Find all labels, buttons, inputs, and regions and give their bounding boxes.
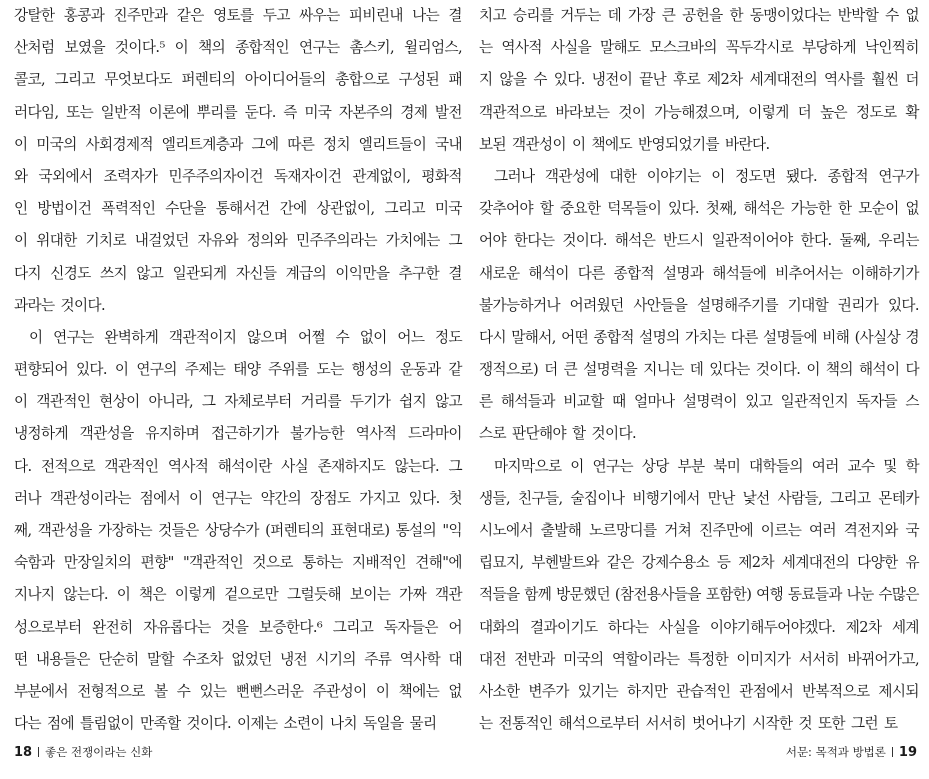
footer-divider — [892, 747, 893, 757]
text-line: 시노에서 출발해 노르망디를 거쳐 진주만에 이르는 여러 격전지와 국 — [479, 522, 919, 539]
text-line: 이 위대한 기치로 내걸었던 자유와 정의와 민주주의라는 가치에는 그 — [14, 232, 462, 250]
text-line: 인 방법이건 폭력적인 수단을 통해서건 간에 상관없이, 그리고 미국 — [14, 200, 462, 218]
text-line: 마지막으로 이 연구는 상당 부분 북미 대학들의 여러 교수 및 학 — [494, 457, 919, 475]
text-line: 불가능하거나 어려웠던 사안들을 설명해주기를 기대할 권리가 있다. — [479, 296, 919, 314]
text-line: 성으로부터 완전히 자유롭다는 것을 보증한다.⁶ 그리고 독자들은 어 — [14, 618, 462, 636]
text-line: 갖추어야 할 중요한 덕목들이 있다. 첫째, 해석은 가능한 한 모순이 없 — [479, 200, 919, 218]
left-page-number: 18 — [14, 745, 33, 760]
text-line: 콜코, 그리고 무엇보다도 퍼렌티의 아이디어들의 총합으로 구성된 패 — [14, 71, 462, 89]
left-page-text — [14, 0, 462, 740]
text-line: 는 전통적인 해석으로부터 서서히 벗어나기 시작한 것 또한 그런 토 — [479, 715, 898, 733]
text-line: 지나지 않는다. 이 책은 이렇게 겉으로만 그럴듯해 보이는 가짜 객관 — [14, 586, 462, 604]
right-page-footer — [786, 744, 917, 760]
text-line: 생들, 친구들, 술집이나 비행기에서 만난 낯선 사람들, 그리고 몬테카 — [479, 489, 919, 507]
text-line: 사소한 변주가 있기는 하지만 관습적인 관점에서 반복적으로 제시되 — [479, 682, 919, 700]
text-line: 그러나 객관성에 대한 이야기는 이 정도면 됐다. 종합적 연구가 — [494, 167, 919, 185]
text-line: 과라는 것이다. — [14, 296, 106, 314]
section-title: 서문: 목적과 방법론 — [785, 745, 886, 759]
text-line: 와 국외에서 조력자가 민주주의자이건 독재자이건 관계없이, 평화적 — [14, 167, 462, 185]
text-line: 스로 판단해야 할 것이다. — [479, 425, 637, 443]
text-line: 부분에서 전형적으로 볼 수 있는 뻔뻔스러운 주관성이 이 책에는 없 — [14, 682, 462, 700]
right-page-number: 19 — [898, 745, 917, 760]
book-title: 좋은 전쟁이라는 신화 — [45, 745, 153, 759]
text-line: 대화의 결과이기도 하다는 사실을 이야기해두어야겠다. 제2차 세계 — [479, 618, 919, 636]
text-line: 보된 객관성이 이 책에도 반영되었기를 바란다. — [479, 135, 770, 153]
text-line: 째, 객관성을 가장하는 것들은 상당수가 (퍼렌티의 표현대로) 통설의 "익 — [14, 522, 462, 539]
text-line: 다지 신경도 쓰지 않고 일관되게 자신들 계급의 이익만을 추구한 결 — [14, 264, 462, 282]
text-line: 지 않을 수 있다. 냉전이 끝난 후로 제2차 세계대전의 역사를 훨씬 더 — [479, 71, 919, 89]
text-line: 대전 전반과 미국의 역할이라는 특정한 이미지가 서서히 바뀌어가고, — [479, 650, 919, 668]
text-line: 러나 객관성이라는 점에서 이 연구는 약간의 장점도 가지고 있다. 첫 — [14, 489, 462, 507]
text-line: 산처럼 보였을 것이다.⁵ 이 책의 종합적인 연구는 촘스키, 윌리엄스, — [14, 39, 462, 57]
text-line: 새로운 해석이 다른 종합적 설명과 해석들에 비추어서는 이해하기가 — [479, 264, 919, 282]
text-line: 이 미국의 사회경제적 엘리트계층과 그에 따른 정치 엘리트들이 국내 — [14, 135, 462, 153]
text-line: 러다임, 또는 일반적 이론에 뿌리를 둔다. 즉 미국 자본주의 경제 발전 — [14, 103, 462, 121]
text-line: 쟁적으로) 더 큰 설명력을 지니는 데 있다는 것이다. 이 책의 해석이 다 — [479, 361, 919, 379]
text-line: 다. 전적으로 객관적인 역사적 해석이란 사실 존재하지도 않는다. 그 — [14, 457, 462, 475]
text-line: 른 해석들과 비교할 때 얼마나 설명력이 있고 일관적인지 독자들 스 — [479, 393, 919, 411]
text-line: 냉정하게 객관성을 유지하며 접근하기가 불가능한 역사적 드라마이 — [14, 425, 462, 443]
text-line: 치고 승리를 거두는 데 가장 큰 공헌을 한 동맹이었다는 반박할 수 없 — [479, 7, 919, 24]
text-line: 편향되어 있다. 이 연구의 주제는 태양 주위를 도는 행성의 운동과 같 — [14, 361, 462, 379]
text-line: 이 객관적인 현상이 아니라, 그 자체로부터 거리를 두기가 쉽지 않고 — [14, 393, 462, 411]
left-page-footer — [14, 744, 152, 760]
right-page-text — [479, 0, 919, 740]
text-line: 숙함과 만장일치의 편향" "객관적인 것으로 통하는 지배적인 견해"에 — [14, 554, 462, 572]
text-line: 다는 점에 틀림없이 만족할 것이다. 이제는 소련이 나치 독일을 물리 — [14, 715, 437, 733]
text-line: 적들을 함께 방문했던 (참전용사들을 포함한) 여행 동료들과 나눈 수많은 — [479, 586, 919, 604]
text-line: 립묘지, 부헨발트와 같은 강제수용소 등 제2차 세계대전의 다양한 유 — [479, 554, 919, 572]
footer-divider — [38, 747, 39, 757]
text-line: 떤 내용들은 단순히 말할 수조차 없었던 냉전 시기의 주류 역사학 대 — [14, 650, 462, 668]
text-line: 강탈한 홍콩과 진주만과 같은 영토를 두고 싸우는 피비린내 나는 결 — [14, 7, 462, 24]
text-line: 다시 말해서, 어떤 종합적 설명의 가치는 다른 설명들에 비해 (사실상 경 — [479, 328, 919, 346]
text-line: 는 역사적 사실을 말해도 모스크바의 꼭두각시로 부당하게 낙인찍히 — [479, 39, 919, 57]
text-line: 이 연구는 완벽하게 객관적이지 않으며 어쩔 수 없이 어느 정도 — [29, 328, 462, 346]
text-line: 어야 한다는 것이다. 해석은 반드시 일관적이어야 한다. 둘째, 우리는 — [479, 232, 919, 250]
text-line: 객관적으로 바라보는 것이 가능해졌으며, 이렇게 더 높은 정도로 확 — [479, 103, 919, 121]
